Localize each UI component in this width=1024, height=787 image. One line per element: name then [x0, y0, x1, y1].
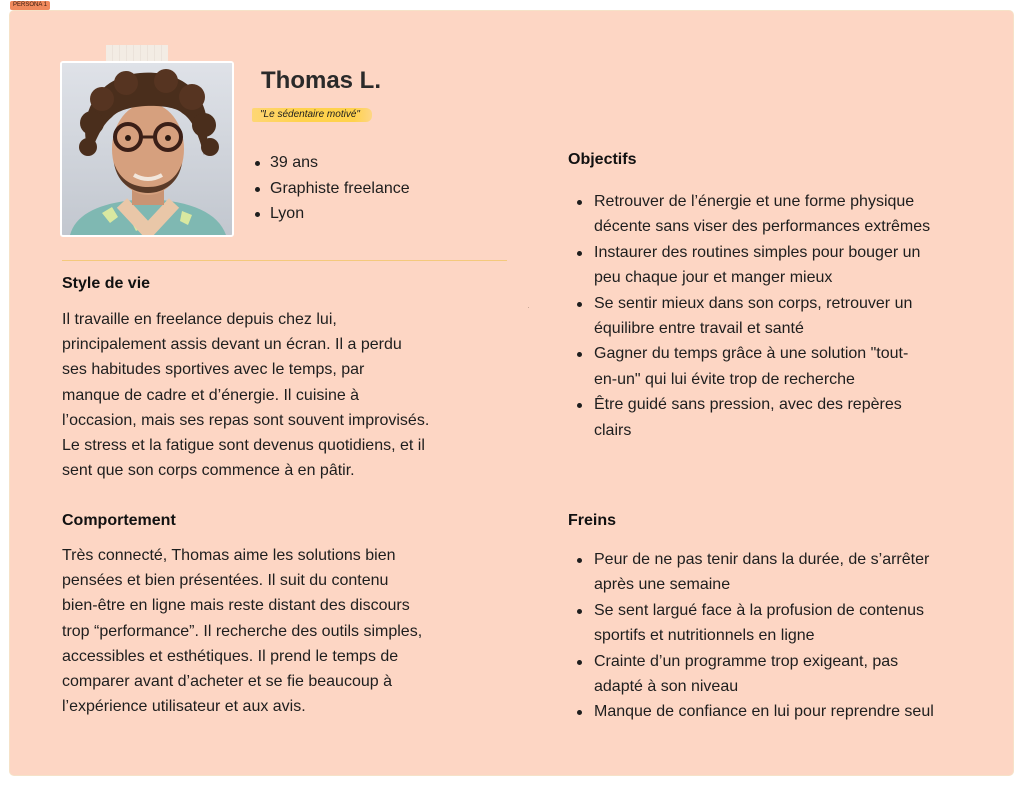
list-item: Peur de ne pas tenir dans la durée, de s’arrêter après une semaine — [568, 547, 934, 598]
stray-dot — [528, 307, 529, 308]
goals-heading: Objectifs — [568, 151, 637, 168]
barriers-list — [568, 547, 934, 725]
behavior-text: Très connecté, Thomas aime les solutions bien pensées et bien présentées. Il suit du contenu bien-être en ligne mais reste distant des discours trop “performance”. Il recherche des outils simples, accessibles et esthétiques. Il prend le temps de comparer avant d’acheter et se fie beaucoup à l’expérience utilisateur et aux avis. — [62, 547, 423, 716]
list-item: Être guidé sans pression, avec des repères clairs — [568, 392, 930, 443]
lifestyle-text: Il travaille en freelance depuis chez lui, principalement assis devant un écran. Il a perdu ses habitudes sportives avec le temps, par manque de cadre et d’énergie. Il cuisine à l’occasion, mais ses repas sont souvent improvisés. Le stress et la fatigue sont devenus quotidiens, et il sent que son corps commence à en pâtir. — [62, 311, 430, 480]
list-item: Manque de confiance en lui pour reprendre seul — [568, 699, 934, 724]
persona-name: Thomas L. — [261, 67, 382, 94]
list-item: Se sentir mieux dans son corps, retrouver un équilibre entre travail et santé — [568, 291, 930, 342]
fact-job: Graphiste freelance — [254, 176, 410, 202]
persona-card — [10, 11, 1013, 775]
list-item: Crainte d’un programme trop exigeant, pas adapté à son niveau — [568, 649, 934, 700]
avatar-photo — [60, 61, 234, 237]
list-item: Instaurer des routines simples pour bouger un peu chaque jour et manger mieux — [568, 240, 930, 291]
fact-city: Lyon — [254, 201, 410, 227]
tape-decoration — [106, 45, 168, 61]
persona-tagline: "Le sédentaire motivé" — [252, 108, 372, 122]
goals-list — [568, 189, 930, 443]
fact-age: 39 ans — [254, 150, 410, 176]
divider — [62, 260, 507, 261]
persona-facts — [254, 150, 410, 227]
barriers-heading: Freins — [568, 512, 617, 529]
list-item: Se sent largué face à la profusion de contenus sportifs et nutritionnels en ligne — [568, 598, 934, 649]
portrait-image — [62, 63, 232, 235]
list-item: Gagner du temps grâce à une solution "tout- en-un" qui lui évite trop de recherche — [568, 341, 930, 392]
lifestyle-heading: Style de vie — [62, 275, 151, 292]
list-item: Retrouver de l’énergie et une forme physique décente sans viser des performances extrêmes — [568, 189, 930, 240]
frame-label: PERSONA 1 — [10, 1, 50, 10]
behavior-heading: Comportement — [62, 512, 176, 529]
